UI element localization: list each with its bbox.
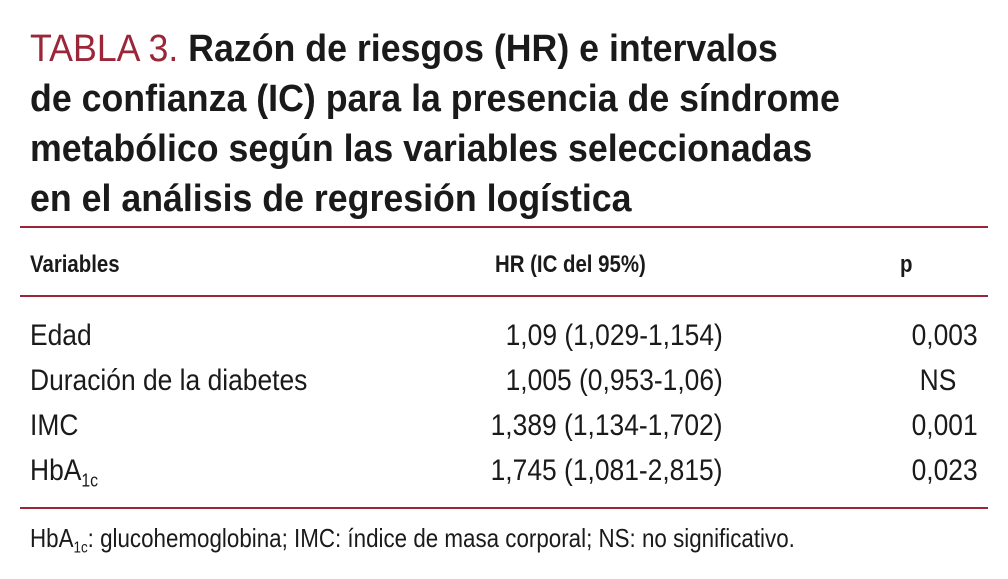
footnote-abbr: HbA: [30, 523, 74, 553]
row-hr: 1,389 (1,134-1,702): [491, 409, 723, 442]
row-p: 0,001: [911, 409, 978, 442]
header-rule: [20, 295, 988, 297]
table-title: [30, 24, 932, 224]
row-variable-subscript: 1c: [81, 470, 99, 491]
row-variable: [30, 449, 98, 502]
table-row: [0, 404, 1008, 448]
table-footnote: [30, 518, 795, 568]
row-variable: Edad: [30, 319, 92, 352]
row-variable: IMC: [30, 409, 79, 442]
row-hr: 1,09 (1,029-1,154): [505, 319, 723, 352]
footnote-text: : glucohemoglobina; IMC: índice de masa corporal; NS: no significativo.: [87, 523, 795, 553]
table-row: [0, 314, 1008, 358]
bottom-rule: [20, 507, 988, 509]
row-variable-base: HbA: [30, 454, 82, 487]
header-hr: HR (IC del 95%): [495, 251, 646, 278]
top-rule: [20, 226, 988, 228]
row-hr: 1,005 (0,953-1,06): [505, 364, 723, 397]
header-variables: Variables: [30, 251, 120, 278]
row-p: 0,003: [911, 319, 978, 352]
row-variable: Duración de la diabetes: [30, 364, 308, 397]
header-p: p: [900, 251, 913, 278]
table-label: TABLA 3.: [30, 28, 179, 70]
title-line-4: en el análisis de regresión logística: [30, 178, 632, 220]
footnote-abbr-subscript: 1c: [73, 539, 88, 557]
row-p: NS: [919, 364, 957, 397]
title-line-2: de confianza (IC) para la presencia de síndrome: [30, 78, 840, 120]
title-line-1: Razón de riesgos (HR) e intervalos: [188, 28, 778, 70]
title-line-3: metabólico según las variables seleccionadas: [30, 128, 813, 170]
row-hr: 1,745 (1,081-2,815): [491, 454, 723, 487]
row-p: 0,023: [911, 454, 978, 487]
table-row: [0, 359, 1008, 403]
table-row: [0, 449, 1008, 493]
